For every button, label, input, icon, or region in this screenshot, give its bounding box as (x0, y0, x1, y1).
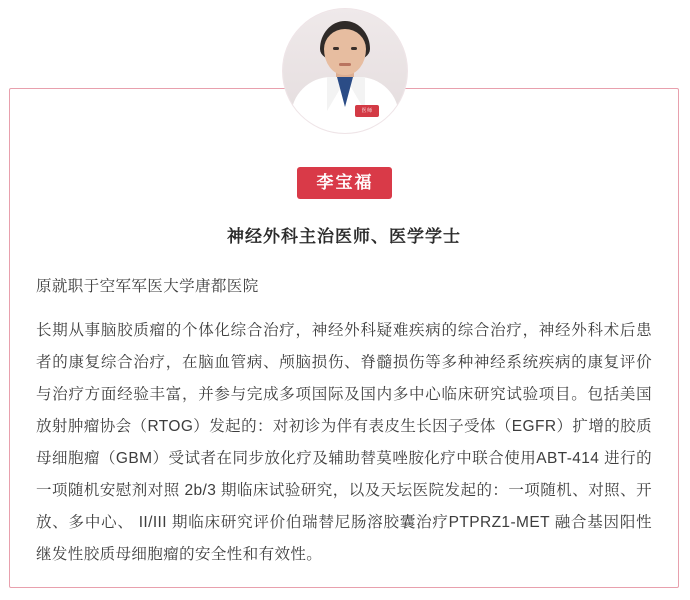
doctor-title: 神经外科主治医师、医学学士 (227, 227, 461, 246)
doctor-title-container (10, 222, 678, 247)
portrait-eye-left (333, 47, 339, 50)
doctor-name-badge: 李宝福 (297, 167, 392, 199)
bio-paragraph-1: 原就职于空军军医大学唐都医院 (36, 278, 259, 295)
portrait-mouth (339, 63, 351, 66)
portrait-chest-badge (355, 105, 379, 117)
doctor-portrait-photo-icon (282, 8, 408, 134)
bio-paragraph-2: 长期从事脑胶质瘤的个体化综合治疗，神经外科疑难疾病的综合治疗，神经外科术后患者的康复综合治疗，在脑血管病、颅脑损伤、脊髓损伤等多种神经系统疾病的康复评价与治疗方面经验丰富，并参与完成多项国际及国内多中心临床研究试验项目。包括美国放射肿瘤协会（RTOG）发起的：对初诊为伴有表皮生长因子受体（EGFR）扩增的胶质母细胞瘤（GBM）受试者在同步放化疗及辅助替莫唑胺化疗中联合使用ABT-414 进行的一项随机安慰剂对照 2b/3 期临床试验研究，以及天坛医院发起的：一项随机、对照、开放、多中心、 II/III 期临床研究评价伯瑞替尼肠溶胶囊治疗PTPRZ1-MET 融合基因阳性继发性胶质母细胞瘤的安全性和有效性。 (36, 322, 652, 563)
name-badge-container (10, 167, 678, 199)
portrait-eye-right (351, 47, 357, 50)
portrait-chest-badge-label: 医师 (361, 108, 373, 114)
doctor-profile-card (9, 88, 679, 588)
doctor-bio (36, 271, 652, 571)
avatar-container (0, 8, 690, 134)
